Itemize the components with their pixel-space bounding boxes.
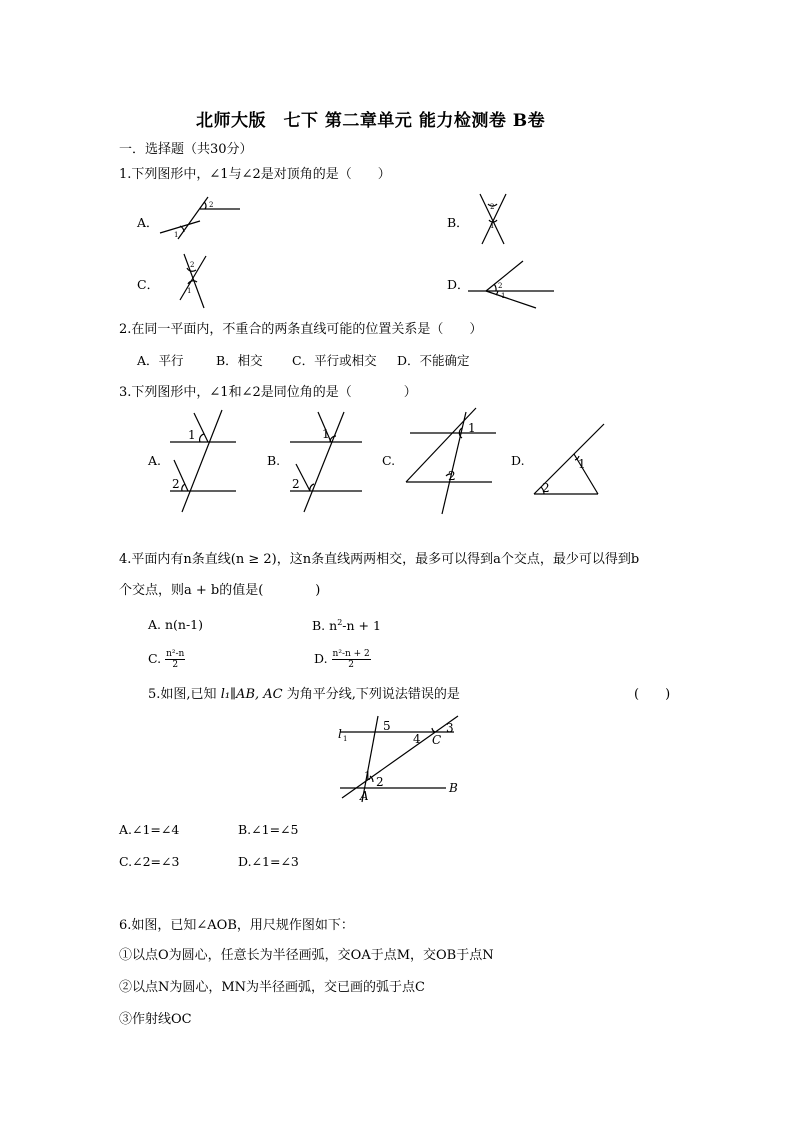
q4b-prefix: B. n — [312, 618, 338, 634]
question-4-stem-line2: 个交点，则a + b的值是( ) — [119, 583, 321, 598]
q4-option-b[interactable] — [312, 615, 381, 634]
q5-label-5: 5 — [383, 719, 391, 733]
q3b-angle-2: 2 — [292, 477, 300, 491]
q3b-angle-1: 1 — [322, 427, 330, 441]
q1b-angle-1: 1 — [490, 222, 495, 230]
q1-figure-a — [158, 195, 242, 240]
q4-option-a[interactable]: A. n(n-1) — [148, 617, 204, 632]
q5-answer-paren: ( ) — [634, 687, 671, 702]
page-title: 北师大版 七下 第二章单元 能力检测卷 B卷 — [196, 111, 546, 131]
q5-stem-math: l₁∥AB, AC — [220, 687, 283, 702]
q1-option-b-label[interactable]: B． — [447, 215, 469, 230]
q4c-denominator: 2 — [172, 660, 179, 670]
q5-label-c: C — [432, 733, 442, 747]
q1a-angle-2: 2 — [209, 201, 214, 209]
q1-figure-b — [478, 192, 508, 246]
q5-label-l-sub: 1 — [343, 735, 348, 743]
q1-option-d-label[interactable]: D． — [447, 277, 470, 292]
q4b-suffix: -n + 1 — [342, 618, 381, 634]
q1-figure-d — [468, 258, 556, 310]
q5-stem-prefix: 5.如图,已知 — [148, 687, 217, 702]
question-4-stem-line1: 4.平面内有n条直线(n ≥ 2)，这n条直线两两相交，最多可以得到a个交点，最少可以得到b — [119, 552, 640, 567]
q3-figure-d — [532, 422, 608, 498]
q3-option-c-label[interactable]: C. — [382, 453, 396, 468]
q5-label-3: 3 — [446, 721, 454, 735]
question-2-stem: 2.在同一平面内，不重合的两条直线可能的位置关系是（ ） — [119, 322, 483, 337]
q1d-angle-2: 2 — [498, 282, 503, 290]
q3-option-d-label[interactable]: D. — [511, 453, 525, 468]
q4c-fraction — [165, 649, 185, 670]
q3d-angle-2: 2 — [542, 481, 550, 495]
q1c-angle-1: 1 — [187, 287, 192, 295]
q5-label-1: 1 — [364, 769, 372, 783]
q5-stem-suffix: 为角平分线,下列说法错误的是 — [286, 687, 460, 702]
q2-option-d[interactable]: D．不能确定 — [397, 353, 470, 368]
q5-label-2: 2 — [376, 775, 384, 789]
q1c-angle-2: 2 — [190, 261, 195, 269]
q5-option-a[interactable]: A.∠1=∠4 — [119, 822, 180, 837]
q5-label-l: l — [338, 727, 342, 741]
q6-step-2: ②以点N为圆心，MN为半径画弧，交已画的弧于点C — [119, 980, 426, 995]
q5-label-b: B — [449, 781, 458, 795]
q6-step-3: ③作射线OC — [119, 1012, 192, 1027]
q3c-angle-1: 1 — [468, 421, 476, 435]
q1-option-c-label[interactable]: C． — [137, 277, 160, 292]
q3-figure-a — [168, 408, 238, 514]
q3-figure-c — [404, 404, 500, 516]
q3-option-b-label[interactable]: B. — [267, 453, 281, 468]
q4-option-c[interactable] — [148, 649, 185, 670]
q1-figure-c — [176, 252, 212, 310]
section-heading: 一．选择题（共30分） — [119, 142, 253, 157]
q3d-angle-1: 1 — [578, 457, 586, 471]
q4d-prefix: D. — [314, 651, 328, 666]
q3a-angle-2: 2 — [172, 477, 180, 491]
q2-option-a[interactable]: A．平行 — [137, 353, 184, 368]
q5-figure — [336, 712, 466, 804]
q5-option-d[interactable]: D.∠1=∠3 — [238, 854, 299, 869]
q3-option-a-label[interactable]: A. — [148, 453, 162, 468]
q2-option-c[interactable]: C．平行或相交 — [292, 353, 377, 368]
q4d-fraction — [332, 649, 371, 670]
q1a-angle-1: 1 — [174, 231, 179, 239]
q2-option-b[interactable]: B．相交 — [216, 353, 263, 368]
q1b-angle-2: 2 — [490, 203, 495, 211]
q4c-numerator: n²-n — [166, 649, 185, 659]
q4c-prefix: C. — [148, 651, 162, 666]
q4d-denominator: 2 — [348, 660, 355, 670]
q5-label-4: 4 — [413, 732, 421, 746]
question-5-stem — [148, 687, 460, 703]
q6-step-1: ①以点O为圆心，任意长为半径画弧，交OA于点M，交OB于点N — [119, 948, 494, 963]
question-6-stem: 6.如图，已知∠AOB，用尺规作图如下： — [119, 918, 354, 933]
q3c-angle-2: 2 — [448, 469, 456, 483]
q4b-exponent: 2 — [337, 618, 343, 627]
q5-option-c[interactable]: C.∠2=∠3 — [119, 854, 180, 869]
q1-option-a-label[interactable]: A． — [137, 215, 159, 230]
question-1-stem: 1.下列图形中，∠1与∠2是对顶角的是（ ） — [119, 167, 391, 182]
q4d-numerator: n²-n + 2 — [332, 649, 370, 659]
q5-label-a: A — [360, 789, 369, 803]
q5-option-b[interactable]: B.∠1=∠5 — [238, 822, 299, 837]
question-3-stem: 3.下列图形中，∠1和∠2是同位角的是（ ） — [119, 385, 417, 400]
q3a-angle-1: 1 — [188, 428, 196, 442]
q1d-angle-1: 1 — [501, 292, 506, 300]
q3-figure-b — [286, 408, 364, 514]
q4-option-d[interactable] — [314, 649, 371, 670]
